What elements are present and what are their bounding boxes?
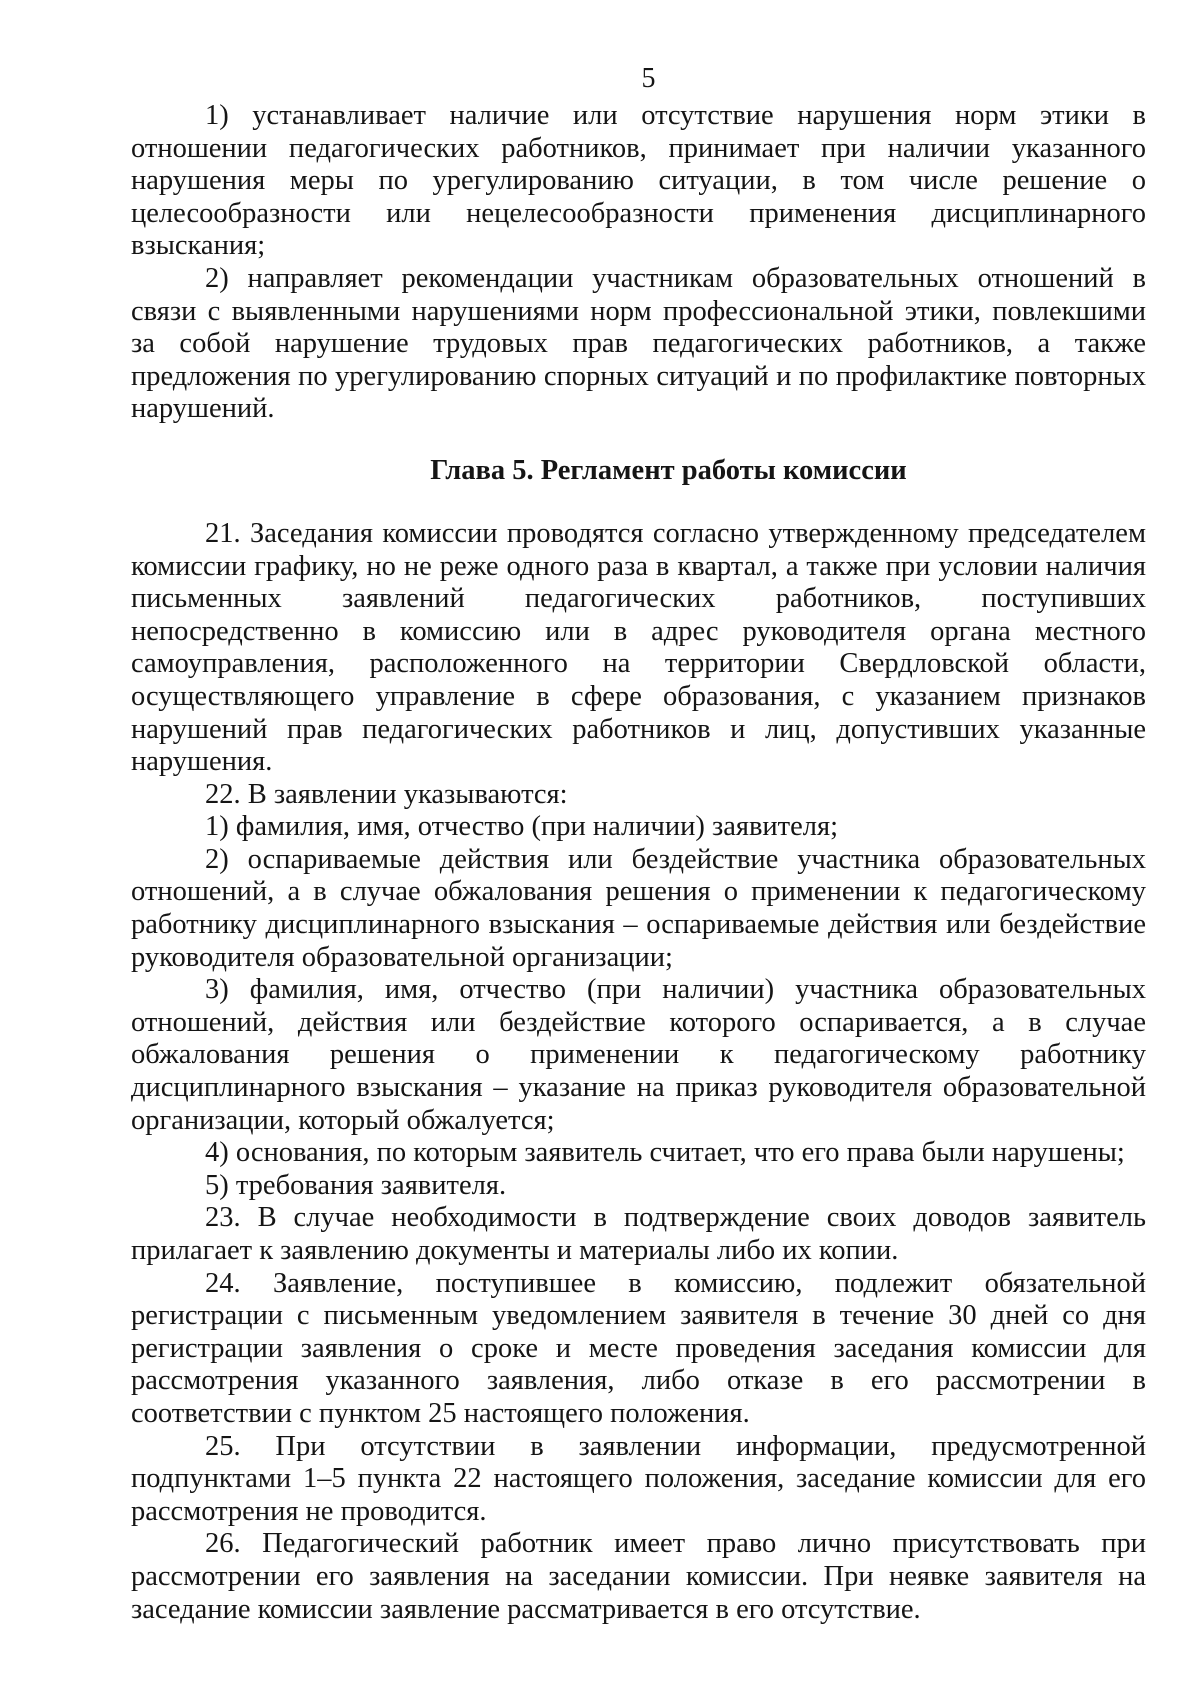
document-page <box>131 62 1146 1626</box>
paragraph-22-item-4: 4) основания, по которым заявитель считает, что его права были нарушены; <box>205 1137 1125 1169</box>
chapter-heading: Глава 5. Регламент работы комиссии <box>430 454 907 486</box>
paragraph-22: 22. В заявлении указываются: <box>205 778 568 810</box>
paragraph-22-item-1: 1) фамилия, имя, отчество (при наличии) заявителя; <box>205 811 839 843</box>
paragraph-24: 24. Заявление, поступившее в комиссию, подлежит обязательной регистрации с письменным уведомлением заявителя в течение 30 дней со дня регистрации заявления о сроке и месте проведения заседания комиссии для рассмотрения указанного заявления, либо отказе в его рассмотрении в соответствии с пунктом 25 настоящего положения. <box>131 1267 1146 1429</box>
intro-item-2: 2) направляет рекомендации участникам образовательных отношений в связи с выявленными нарушениями норм профессиональной этики, повлекшими за собой нарушение трудовых прав педагогических работников, а также предложения по урегулированию спорных ситуаций и по профилактике повторных нарушений. <box>131 262 1146 425</box>
paragraph-21: 21. Заседания комиссии проводятся согласно утвержденному председателем комиссии графику, но не реже одного раза в квартал, а также при условии наличия письменных заявлений педагогических работников, поступивших непосредственно в комиссию или в адрес руководителя органа местного самоуправления, расположенного на территории Свердловской области, осуществляющего управление в сфере образования, с указанием признаков нарушений прав педагогических работников и лиц, допустивших указанные нарушения. <box>131 517 1146 778</box>
paragraph-22-item-2: 2) оспариваемые действия или бездействие участника образовательных отношений, а в случае обжалования решения о применении к педагогическому работнику дисциплинарного взыскания – оспариваемые действия или бездействие руководителя образовательной организации; <box>131 843 1146 973</box>
paragraph-22-item-3: 3) фамилия, имя, отчество (при наличии) участника образовательных отношений, действия или бездействие которого оспаривается, а в случае обжалования решения о применении к педагогическому работнику дисциплинарного взыскания – указание на приказ руководителя образовательной организации, который обжалуется; <box>131 974 1146 1136</box>
page-number: 5 <box>641 63 656 94</box>
paragraph-23: 23. В случае необходимости в подтверждение своих доводов заявитель прилагает к заявлению документы и материалы либо их копии. <box>131 1202 1146 1266</box>
paragraph-22-item-5: 5) требования заявителя. <box>205 1169 507 1201</box>
paragraph-25: 25. При отсутствии в заявлении информации, предусмотренной подпунктами 1–5 пункта 22 настоящего положения, заседание комиссии для его рассмотрения не проводится. <box>131 1430 1146 1527</box>
intro-item-1: 1) устанавливает наличие или отсутствие нарушения норм этики в отношении педагогических работников, принимает при наличии указанного нарушения меры по урегулированию ситуации, в том числе решение о целесообразности или нецелесообразности применения дисциплинарного взыскания; <box>131 100 1146 262</box>
paragraph-26: 26. Педагогический работник имеет право лично присутствовать при рассмотрении его заявления на заседании комиссии. При неявке заявителя на заседание комиссии заявление рассматривается в его отсутствие. <box>131 1528 1146 1625</box>
